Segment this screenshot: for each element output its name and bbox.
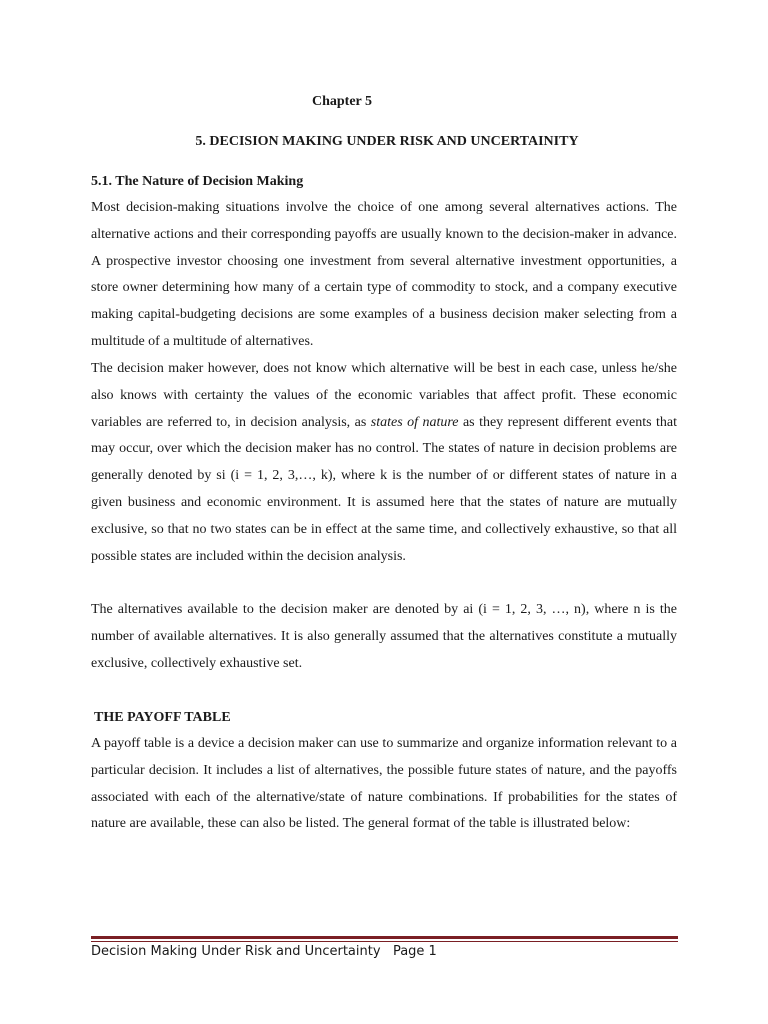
paragraph-nature-1: Most decision-making situations involve the choice of one among several alternatives actions. The alternative actions and their corresponding payoffs are usually known to the decision-maker in advance. A prospective investor choosing one investment from several alternative investment opportunities, a store owner determining how many of a certain type of commodity to stock, and a company executive making capital-budgeting decisions are some examples of a business decision maker selecting from a multitude of a multitude of alternatives.: [91, 200, 677, 349]
page-footer: [91, 944, 437, 960]
footer-rule: [91, 936, 678, 942]
paragraph-payoff-table: A payoff table is a device a decision maker can use to summarize and organize information relevant to a particular decision. It includes a list of alternatives, the possible future states of nature, and the payoffs associated with each of the alternative/state of nature combinations. If probabilities for the states of nature are available, these can also be listed. The general format of the table is illustrated below:: [91, 736, 677, 832]
footer-rule-thick: [91, 936, 678, 939]
paragraph-nature-3: The alternatives available to the decision maker are denoted by ai (i = 1, 2, 3, …, n), where n is the number of available alternatives. It is also generally assumed that the alternatives constitute a mutually exclusive, collectively exhaustive set.: [91, 602, 677, 671]
chapter-label: Chapter 5: [312, 94, 373, 109]
paragraph-nature-2: [91, 356, 677, 570]
footer-page-number: Page 1: [392, 944, 437, 959]
paragraph-text: The decision maker however, does not know which alternative will be best in each case, unless he/she also knows with certainty the values of the economic variables that affect profit. These economic variables are referred to, in decision analysis, as: [91, 361, 677, 430]
footer-title: Decision Making Under Risk and Uncertainty: [91, 944, 381, 959]
emphasis-states-of-nature: states of nature: [370, 414, 459, 430]
page-title: 5. DECISION MAKING UNDER RISK AND UNCERTAINITY: [195, 134, 579, 149]
section-heading-nature: 5.1. The Nature of Decision Making: [91, 174, 304, 189]
footer-rule-thin: [91, 941, 678, 942]
paragraph-text: as they represent different events that may occur, over which the decision maker has no control. The states of nature in decision problems are generally denoted by si (i = 1, 2, 3,…, k), where k is the number of or different states of nature in a given business and economic environment. It is assumed here that the states of nature are mutually exclusive, so that no two states can be in effect at the same time, and collectively exhaustive, so that all possible states are included within the decision analysis.: [91, 414, 677, 564]
section-heading-payoff-table: THE PAYOFF TABLE: [94, 710, 231, 725]
